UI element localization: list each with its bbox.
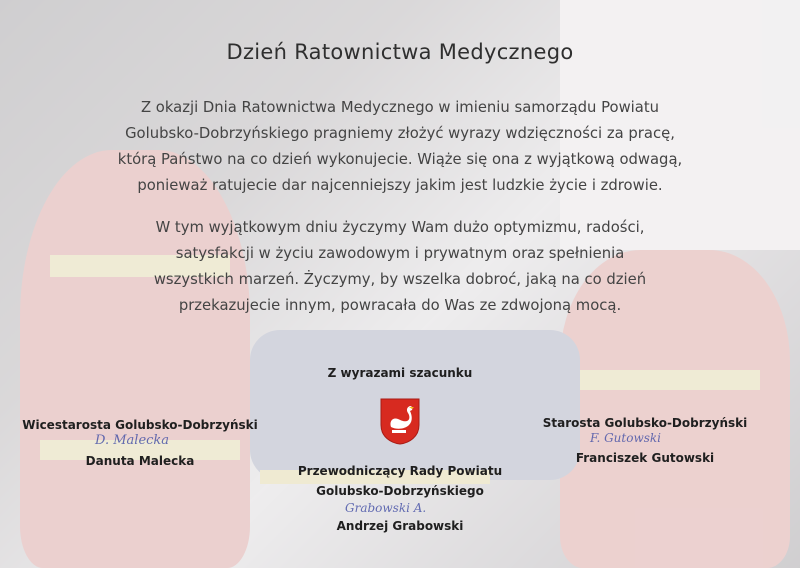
center-signature-handwriting: Grabowski A.	[345, 501, 427, 515]
center-signatory-role: Przewodniczący Rady Powiatu Golubsko-Dobrzyńskiego	[297, 464, 503, 498]
left-signatory-name: Danuta Malecka	[85, 454, 195, 468]
right-signatory-name: Franciszek Gutowski	[575, 451, 715, 465]
coat-of-arms-swan-icon	[379, 397, 421, 445]
paragraph-1: Z okazji Dnia Ratownictwa Medycznego w imieniu samorządu Powiatu Golubsko-Dobrzyńskiego pragniemy złożyć wyrazy wdzięczności za pracę, którą Państwo na co dzień wykonujecie. Wiąże się ona z wyjątkową odwagą, ponieważ ratujecie dar najcenniejszy jakim jest ludzkie życie i zdrowie.	[117, 99, 683, 194]
right-signature-handwriting: F. Gutowski	[590, 431, 661, 445]
closing-regards: Z wyrazami szacunku	[327, 366, 473, 380]
left-signature-handwriting: D. Malecka	[95, 433, 170, 448]
page-title: Dzień Ratownictwa Medycznego	[226, 40, 574, 64]
left-signatory-role: Wicestarosta Golubsko-Dobrzyński	[22, 418, 258, 432]
paragraph-2: W tym wyjątkowym dniu życzymy Wam dużo optymizmu, radości, satysfakcji w życiu zawodowym i prywatnym oraz spełnienia wszystkich marzeń. Życzymy, by wszelka dobroć, jaką na co dzień przekazujecie innym, powracała do Was ze zdwojoną mocą.	[153, 219, 647, 314]
center-signatory-name: Andrzej Grabowski	[336, 519, 464, 533]
right-signatory-role: Starosta Golubsko-Dobrzyński	[542, 416, 748, 430]
